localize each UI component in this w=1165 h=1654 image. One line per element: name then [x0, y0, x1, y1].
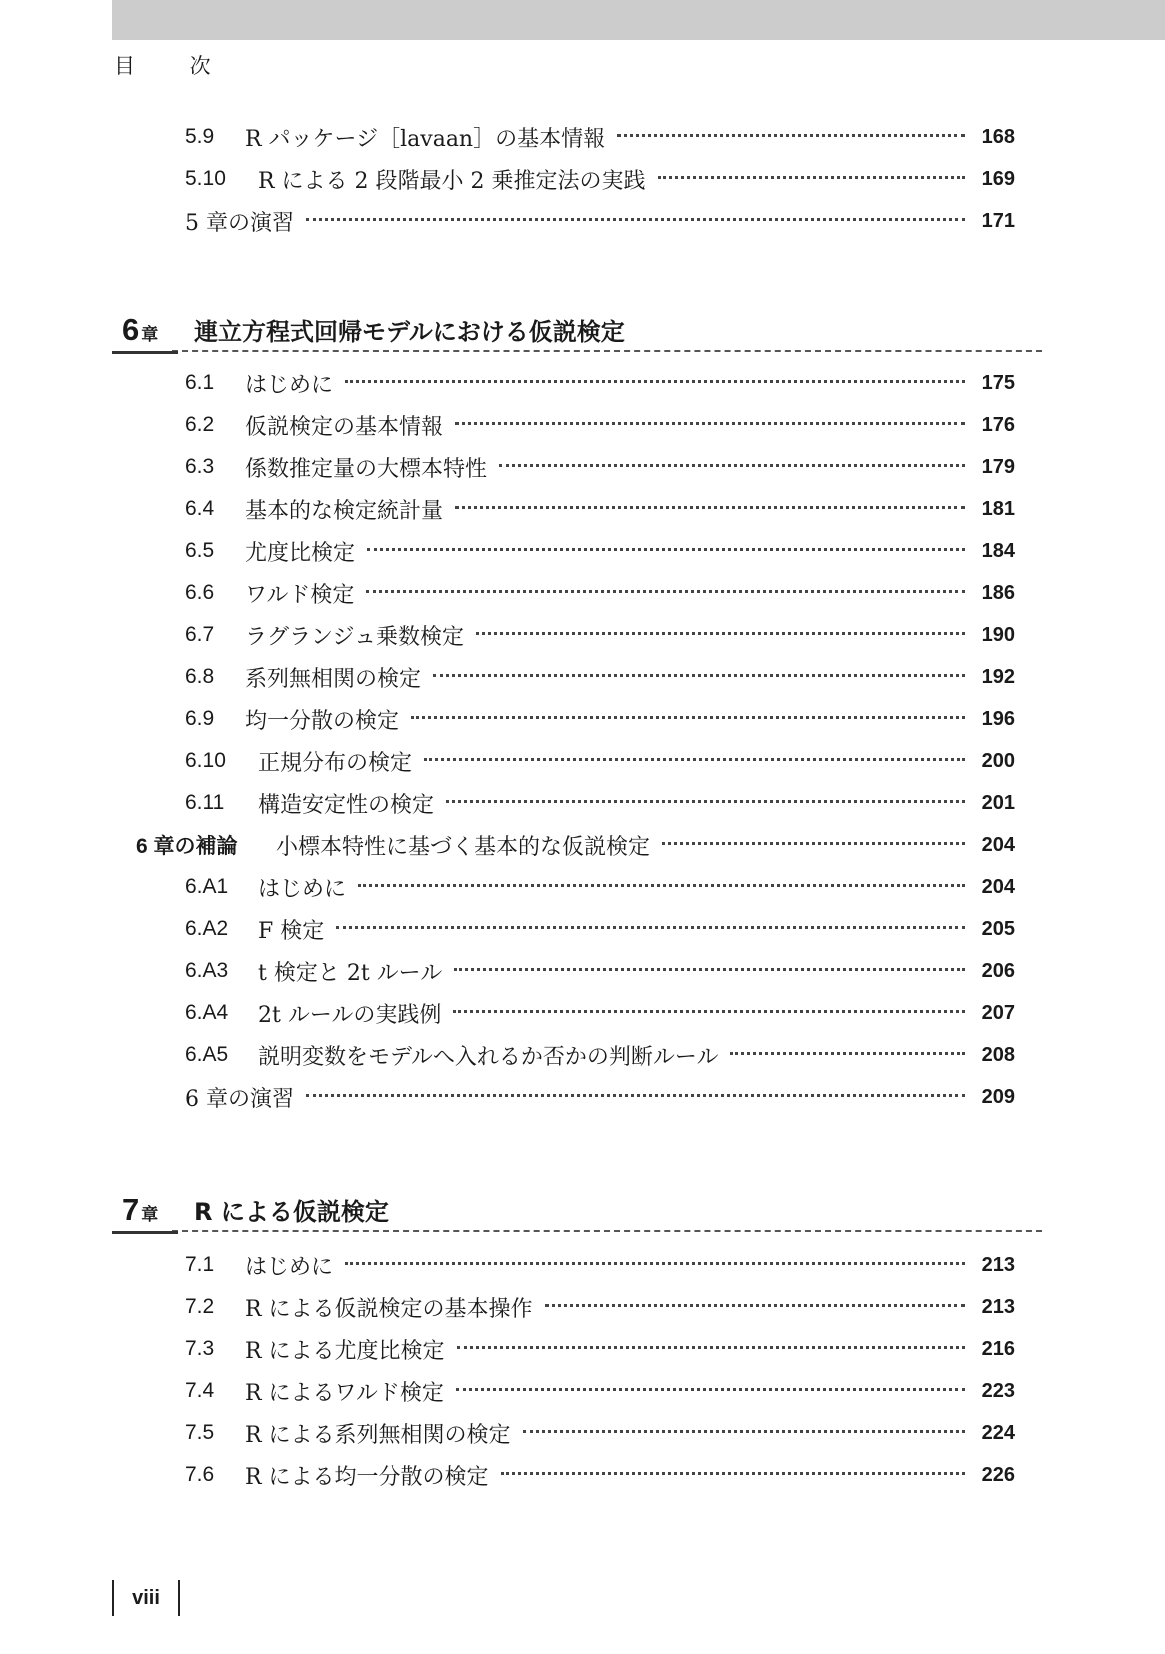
section-title: 小標本特性に基づく基本的な仮説検定 [276, 834, 651, 860]
toc-entry[interactable] [185, 164, 1015, 194]
toc-entry[interactable] [185, 1460, 1015, 1490]
toc-entry[interactable] [185, 1334, 1015, 1364]
page-ref: 181 [981, 497, 1015, 520]
toc-entry[interactable] [185, 1250, 1015, 1280]
section-number: 6.7 [185, 623, 215, 646]
toc-entry[interactable] [185, 1418, 1015, 1448]
section-number: 5.10 [185, 167, 226, 190]
toc-entry[interactable] [185, 578, 1015, 608]
page-ref: 190 [981, 623, 1015, 646]
section-title: t 検定と 2t ルール [258, 960, 443, 986]
section-title: F 検定 [258, 918, 325, 944]
section-number: 6 章の補論 [136, 835, 238, 858]
section-title: 係数推定量の大標本特性 [245, 456, 488, 482]
toc-entry[interactable] [185, 452, 1015, 482]
chapter-number-underline [112, 1231, 178, 1234]
dot-leader [501, 1472, 965, 1475]
dot-leader [523, 1430, 965, 1433]
dot-leader [455, 506, 965, 509]
dot-leader [499, 464, 965, 467]
page-number: viii [112, 1580, 180, 1616]
section-number: 7.2 [185, 1295, 215, 1318]
section-title: 構造安定性の検定 [258, 792, 435, 818]
section-number: 6.8 [185, 665, 215, 688]
section-number: 6.A2 [185, 917, 229, 940]
page-ref: 176 [981, 413, 1015, 436]
toc-entry[interactable] [185, 704, 1015, 734]
section-title: 仮説検定の基本情報 [245, 414, 444, 440]
page-ref: 200 [981, 749, 1015, 772]
page-ref: 208 [981, 1043, 1015, 1066]
page-ref: 179 [981, 455, 1015, 478]
toc-entry[interactable] [185, 122, 1015, 152]
section-number: 6.9 [185, 707, 215, 730]
section-title: R によるワルド検定 [245, 1380, 444, 1406]
page-ref: 206 [981, 959, 1015, 982]
section-title: R による 2 段階最小 2 乗推定法の実践 [258, 168, 646, 194]
toc-entry[interactable] [185, 494, 1015, 524]
dot-leader [345, 1262, 965, 1265]
section-title: R パッケージ［lavaan］の基本情報 [245, 126, 606, 152]
top-header-bar [112, 0, 1165, 40]
section-title: R による尤度比検定 [245, 1338, 445, 1364]
section-number: 7.3 [185, 1337, 215, 1360]
section-title: ラグランジュ乗数検定 [245, 624, 465, 650]
section-number: 7.1 [185, 1253, 215, 1276]
section-title: R による仮説検定の基本操作 [245, 1296, 533, 1322]
section-title: 正規分布の検定 [258, 750, 413, 776]
chapter-dashed-rule [172, 350, 1042, 352]
page-ref: 175 [981, 371, 1015, 394]
section-title: 2t ルールの実践例 [258, 1002, 442, 1028]
section-number: 6.3 [185, 455, 215, 478]
section-number: 7.4 [185, 1379, 215, 1402]
section-title: 均一分散の検定 [245, 708, 400, 734]
page-ref: 226 [981, 1463, 1015, 1486]
section-number: 6.A4 [185, 1001, 229, 1024]
dot-leader [345, 380, 965, 383]
section-number: 6.6 [185, 581, 215, 604]
chapter-number-underline [112, 351, 178, 354]
page-ref: 205 [981, 917, 1015, 940]
section-number: 6.A5 [185, 1043, 229, 1066]
dot-leader [367, 548, 965, 551]
section-title: R による系列無相関の検定 [245, 1422, 511, 1448]
chapter-number: 7 章 [122, 1192, 159, 1227]
dot-leader [545, 1304, 965, 1307]
toc-entry[interactable] [185, 1082, 1015, 1112]
page-ref: 196 [981, 707, 1015, 730]
section-title: 基本的な検定統計量 [245, 498, 444, 524]
section-number: 6.2 [185, 413, 215, 436]
toc-entry[interactable] [185, 410, 1015, 440]
chapter-dashed-rule [172, 1230, 1042, 1232]
section-title: 6 章の演習 [185, 1086, 294, 1112]
section-title: R による均一分散の検定 [245, 1464, 489, 1490]
toc-entry[interactable] [185, 956, 1015, 986]
dot-leader [456, 1388, 965, 1391]
section-title: はじめに [258, 876, 347, 902]
dot-leader [424, 758, 965, 761]
page-ref: 213 [981, 1253, 1015, 1276]
dot-leader [476, 632, 965, 635]
chapter-title: 連立方程式回帰モデルにおける仮説検定 [194, 318, 625, 346]
page-ref: 207 [981, 1001, 1015, 1024]
page-ref: 224 [981, 1421, 1015, 1444]
toc-entry[interactable] [185, 998, 1015, 1028]
chapter-number: 6 章 [122, 312, 159, 347]
toc-supplement-entry[interactable] [136, 830, 1015, 860]
dot-leader [617, 134, 965, 137]
section-title: 説明変数をモデルへ入れるか否かの判断ルール [258, 1044, 719, 1070]
chapter-heading [112, 1188, 1042, 1232]
section-title: 尤度比検定 [245, 540, 356, 566]
chapter-heading [112, 308, 1042, 352]
page-ref: 169 [981, 167, 1015, 190]
dot-leader [658, 176, 965, 179]
dot-leader [366, 590, 965, 593]
toc-entry[interactable] [185, 620, 1015, 650]
page-ref: 209 [981, 1085, 1015, 1108]
section-title: はじめに [245, 372, 334, 398]
section-title: ワルド検定 [245, 582, 355, 608]
dot-leader [306, 218, 965, 221]
dot-leader [306, 1094, 965, 1097]
page-ref: 216 [981, 1337, 1015, 1360]
toc-entry[interactable] [185, 206, 1015, 236]
section-number: 6.5 [185, 539, 215, 562]
toc-entry[interactable] [185, 536, 1015, 566]
page-ref: 223 [981, 1379, 1015, 1402]
page-ref: 171 [981, 209, 1015, 232]
toc-entry[interactable] [185, 662, 1015, 692]
section-number: 6.4 [185, 497, 215, 520]
dot-leader [411, 716, 965, 719]
page-ref: 168 [981, 125, 1015, 148]
section-title: 系列無相関の検定 [245, 666, 422, 692]
section-number: 6.11 [185, 791, 225, 814]
toc-entry[interactable] [185, 788, 1015, 818]
section-number: 6.10 [185, 749, 226, 772]
section-number: 6.1 [185, 371, 215, 394]
section-number: 6.A1 [185, 875, 229, 898]
page-ref: 204 [981, 875, 1015, 898]
page-ref: 184 [981, 539, 1015, 562]
dot-leader [662, 842, 965, 845]
dot-leader [454, 968, 965, 971]
section-number: 7.5 [185, 1421, 215, 1444]
toc-entry[interactable] [185, 746, 1015, 776]
page-ref: 201 [981, 791, 1015, 814]
toc-entry[interactable] [185, 1376, 1015, 1406]
toc-entry[interactable] [185, 1292, 1015, 1322]
section-number: 7.6 [185, 1463, 215, 1486]
dot-leader [453, 1010, 965, 1013]
dot-leader [730, 1052, 965, 1055]
section-title: 5 章の演習 [185, 210, 294, 236]
toc-entry[interactable] [185, 1040, 1015, 1070]
chapter-title: R による仮説検定 [194, 1198, 389, 1226]
toc-entry[interactable] [185, 368, 1015, 398]
page-header-title: 目 次 [114, 54, 235, 78]
page-ref: 213 [981, 1295, 1015, 1318]
dot-leader [336, 926, 965, 929]
toc-entry[interactable] [185, 872, 1015, 902]
dot-leader [433, 674, 965, 677]
dot-leader [455, 422, 965, 425]
toc-entry[interactable] [185, 914, 1015, 944]
section-title: はじめに [245, 1254, 334, 1280]
dot-leader [358, 884, 965, 887]
dot-leader [457, 1346, 965, 1349]
section-number: 6.A3 [185, 959, 229, 982]
page-ref: 204 [981, 833, 1015, 856]
section-number: 5.9 [185, 125, 215, 148]
dot-leader [446, 800, 965, 803]
page-ref: 186 [981, 581, 1015, 604]
page-ref: 192 [981, 665, 1015, 688]
